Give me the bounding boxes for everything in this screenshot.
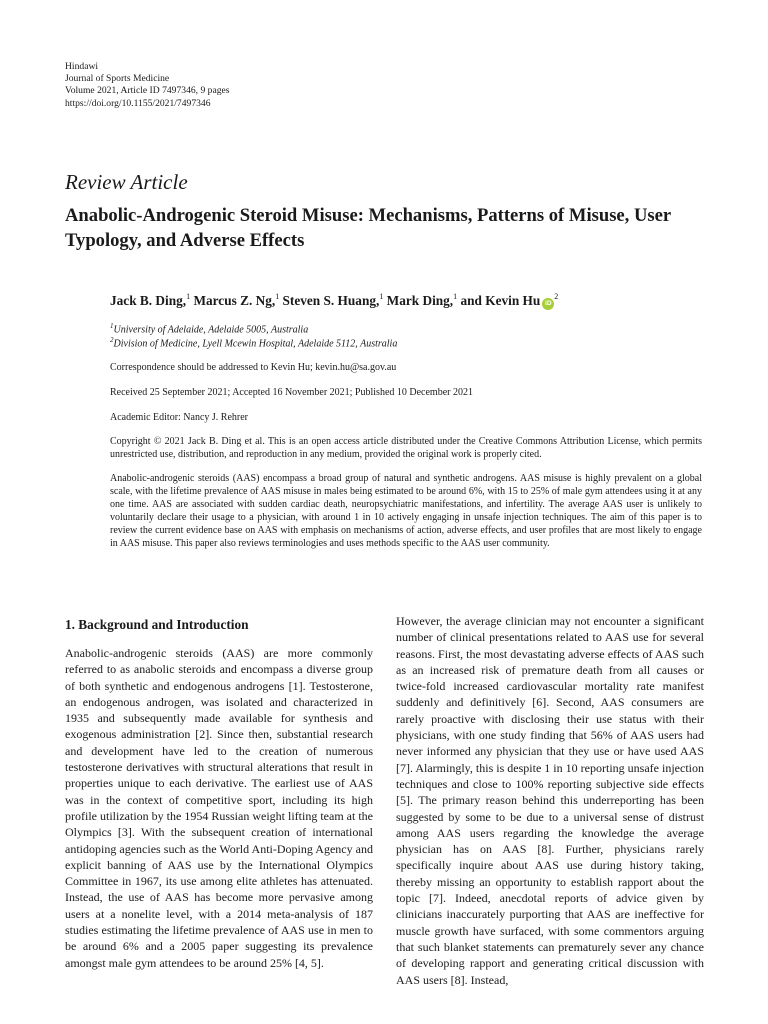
author-affiliation-mark: 1 xyxy=(186,292,191,301)
affiliation-number: 1 xyxy=(110,322,114,330)
journal-header xyxy=(65,61,230,110)
author-list xyxy=(110,292,558,310)
orcid-icon[interactable]: iD xyxy=(542,298,554,310)
publisher-name: Hindawi xyxy=(65,61,99,72)
author-name: Mark Ding, xyxy=(386,293,454,308)
affiliation-text: Division of Medicine, Lyell Mcewin Hospital, Adelaide 5112, Australia xyxy=(113,338,398,350)
author-affiliation-mark: 1 xyxy=(379,292,384,301)
article-title: Anabolic-Androgenic Steroid Misuse: Mechanisms, Patterns of Misuse, User Typology, and Adverse Effects xyxy=(65,205,671,251)
affiliation-text: University of Adelaide, Adelaide 5005, Australia xyxy=(113,324,309,336)
doi-link[interactable]: https://doi.org/10.1155/2021/7497346 xyxy=(65,97,211,109)
abstract: Anabolic-androgenic steroids (AAS) encompass a broad group of natural and synthetic androgens. AAS misuse is highly prevalent on a global scale, with the lifetime prevalence of AAS misuse in males being estimated to be around 6%, with 15 to 25% of male gym attendees using it at any one time. AAS are associated with sudden cardiac death, neuropsychiatric manifestations, and infertility. The average AAS user is unlikely to voluntarily declare their usage to a physician, with around 1 in 10 actively engaging in unsafe injection techniques. The aim of this paper is to review the current evidence base on AAS with emphasis on mechanisms of action, adverse effects, and user profiles that are most likely to engage in AAS misuse. This paper also reviews terminologies and uses methods specific to the AAS user community. xyxy=(110,473,702,549)
affiliation-number: 2 xyxy=(110,336,114,344)
academic-editor: Academic Editor: Nancy J. Rehrer xyxy=(110,412,249,423)
publication-dates: Received 25 September 2021; Accepted 16 November 2021; Published 10 December 2021 xyxy=(110,387,473,398)
body-column-left xyxy=(65,645,373,971)
author-affiliation-mark: 2 xyxy=(554,292,559,301)
author-name: and Kevin Hu xyxy=(460,293,541,308)
author-name: Jack B. Ding, xyxy=(110,293,187,308)
section-heading: 1. Background and Introduction xyxy=(65,617,249,632)
journal-name: Journal of Sports Medicine xyxy=(65,73,170,85)
affiliation-1 xyxy=(110,322,308,335)
body-column-right xyxy=(396,613,704,988)
author-affiliation-mark: 1 xyxy=(453,292,458,301)
volume-info: Volume 2021, Article ID 7497346, 9 pages xyxy=(65,85,230,97)
correspondence: Correspondence should be addressed to Kevin Hu; kevin.hu@sa.gov.au xyxy=(110,362,397,373)
author-affiliation-mark: 1 xyxy=(275,292,280,301)
affiliation-2 xyxy=(110,336,397,349)
body-paragraph: Anabolic-androgenic steroids (AAS) are more commonly referred to as anabolic steroids and encompass a diverse group of both synthetic and endogenous androgens [1]. Testosterone, an endogenous androgen, was isolated and characterized in 1935 and subsequently made available for synthesis and exogenous administration [2]. Since then, substantial research and development have led to the creation of numerous testosterone derivatives with structural alterations that result in properties unique to each derivative. The earliest use of AAS was in the context of competitive sport, including its high profile utilization by the 1954 Russian weight lifting team at the Olympics [3]. With the subsequent creation of international antidoping agencies such as the World Anti-Doping Agency and explicit banning of AAS use by the International Olympics Committee in 1967, its use among elite athletes has attenuated. Instead, the use of AAS has become more pervasive among users at a nonelite level, with a 2014 meta-analysis of 187 studies estimating the lifetime prevalence of AAS use in men to be around 6% and a 2005 paper suggesting its prevalence amongst male gym attendees to be around 25% [4, 5]. xyxy=(65,646,373,970)
copyright-notice: Copyright © 2021 Jack B. Ding et al. This is an open access article distributed under the Creative Commons Attribution License, which permits unrestricted use, distribution, and reproduction in any medium, provided the original work is properly cited. xyxy=(110,436,702,461)
author-name: Marcus Z. Ng, xyxy=(193,293,276,308)
article-type: Review Article xyxy=(65,170,188,194)
body-paragraph: However, the average clinician may not encounter a significant number of clinical presentations related to AAS use for several reasons. First, the most devastating adverse effects of AAS such as an increased risk of premature death from all causes or twice-fold increased cardiovascular mortality rate manifest suddenly and definitively [6]. Second, AAS consumers are rarely proactive with disclosing their use status with their physicians, with one study finding that 56% of AAS users had never informed any physician that they use or have used AAS [7]. Alarmingly, this is despite 1 in 10 reporting unsafe injection techniques and close to 100% reporting subjective side effects [5]. The primary reason behind this underreporting has been suggested by some to be due to a universal sense of distrust among AAS users regarding the knowledge the average physician has on AAS [8]. Further, physicians rarely specifically inquire about AAS use during history taking, thereby missing an opportunity to establish rapport about the topic [7]. Indeed, anecdotal reports of advice given by clinicians inaccurately purporting that AAS are ineffective for muscle growth have surfaced, with some commentors arguing that such blanket statements can prematurely sever any chance of developing rapport and generating critical discussion with AAS users [8]. Instead, xyxy=(396,614,704,987)
author-name: Steven S. Huang, xyxy=(282,293,380,308)
